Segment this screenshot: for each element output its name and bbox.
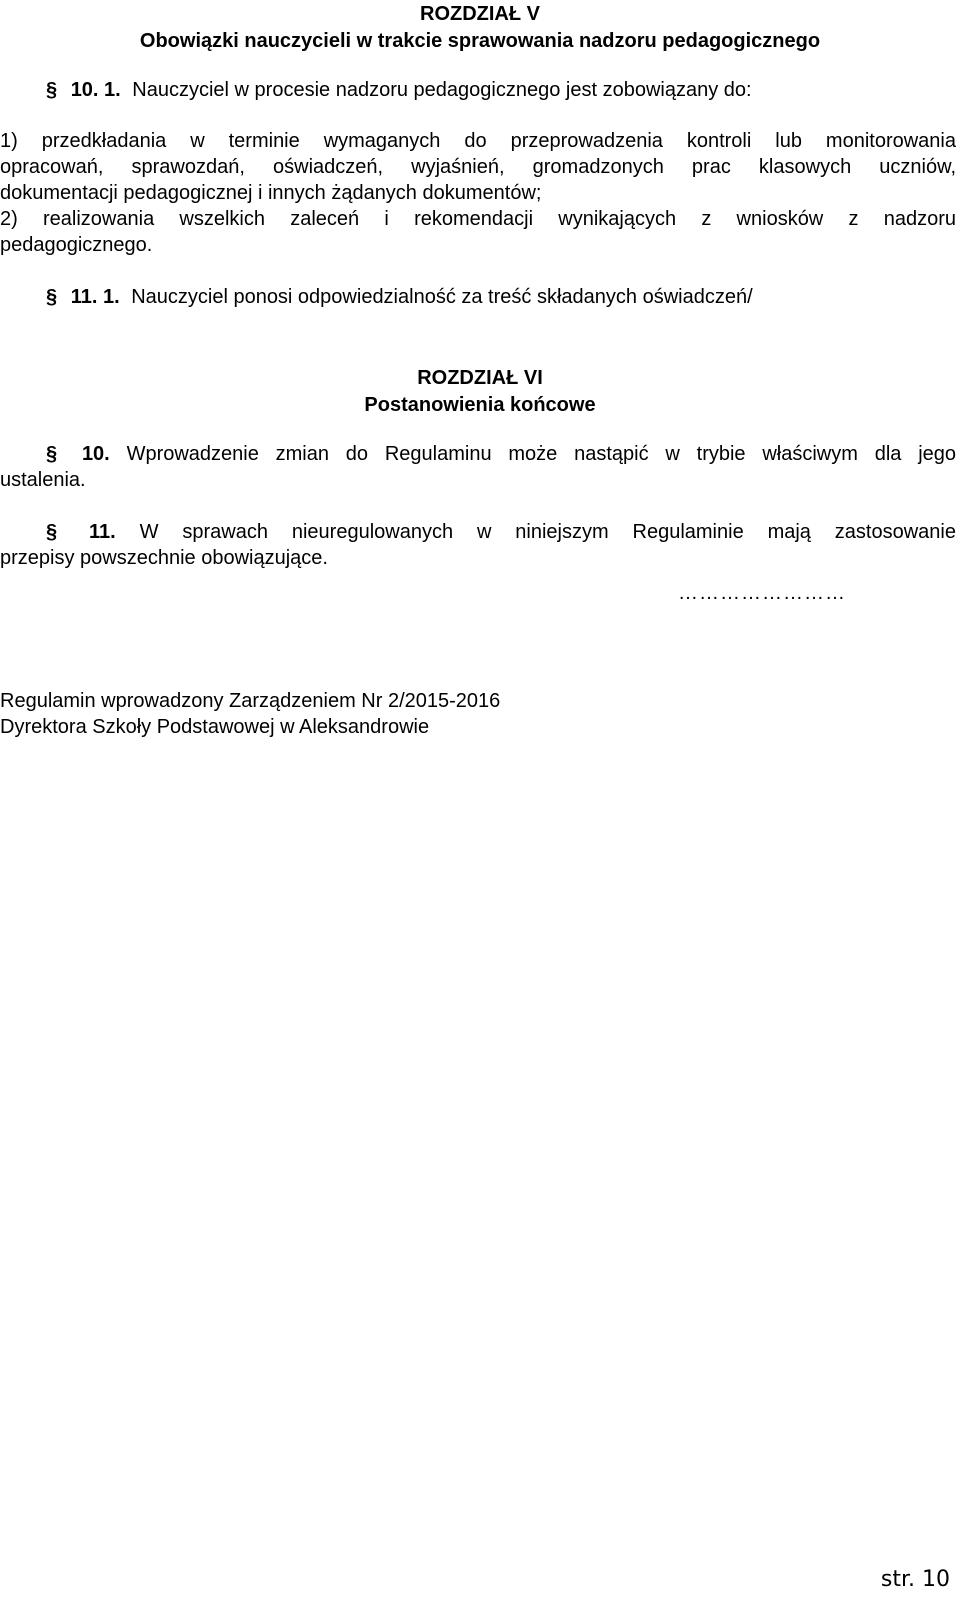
paragraph-11-line-1 (46, 519, 956, 545)
section-sign: § (46, 443, 58, 465)
paragraph-10-line-1 (46, 441, 956, 467)
paragraph-number: 10. (81, 443, 110, 465)
chapter-6-heading: ROZDZIAŁ VI (417, 367, 543, 389)
footer-line-2: Dyrektora Szkoły Podstawowej w Aleksandrowie (0, 716, 430, 738)
chapter-5-subtitle: Obowiązki nauczycieli w trakcie sprawowania nadzoru pedagogicznego (139, 30, 821, 52)
paragraph-10-line-2: ustalenia. (0, 469, 86, 491)
section-sign: § (46, 286, 58, 308)
signature-dots: …………………… (678, 582, 846, 604)
item-1-line-3: dokumentacji pedagogicznej i innych żądanych dokumentów; (0, 182, 542, 204)
footer-line-1: Regulamin wprowadzony Zarządzeniem Nr 2/2015-2016 (0, 690, 501, 712)
paragraph-text: W sprawach nieuregulowanych w niniejszym Regulaminie mają zastosowanie (139, 521, 956, 543)
paragraph-number: 11. 1. (70, 286, 120, 308)
section-sign: § (46, 521, 58, 543)
paragraph-text: Nauczyciel w procesie nadzoru pedagogicznego jest zobowiązany do: (132, 79, 752, 101)
item-2-line-1: 2) realizowania wszelkich zaleceń i rekomendacji wynikających z wniosków z nadzoru (0, 208, 956, 230)
chapter-5-heading: ROZDZIAŁ V (420, 3, 540, 25)
item-1-line-2: opracowań, sprawozdań, oświadczeń, wyjaśnień, gromadzonych prac klasowych uczniów, (0, 156, 956, 178)
paragraph-text: Wprowadzenie zmian do Regulaminu może nastąpić w trybie właściwym dla jego (126, 443, 957, 465)
paragraph-number: 11. (89, 521, 116, 543)
paragraph-11-line-2: przepisy powszechnie obowiązujące. (0, 547, 328, 569)
paragraph-11-1 (46, 284, 960, 310)
paragraph-text: Nauczyciel ponosi odpowiedzialność za treść składanych oświadczeń/ (131, 286, 753, 308)
page-number: str. 10 (880, 1567, 950, 1592)
chapter-6-subtitle: Postanowienia końcowe (364, 394, 596, 416)
paragraph-10-1 (46, 77, 960, 103)
section-sign: § (46, 79, 58, 101)
item-1-line-1: 1) przedkładania w terminie wymaganych do przeprowadzenia kontroli lub monitorowania (0, 130, 956, 152)
item-2-line-2: pedagogicznego. (0, 234, 153, 256)
paragraph-number: 10. 1. (70, 79, 121, 101)
